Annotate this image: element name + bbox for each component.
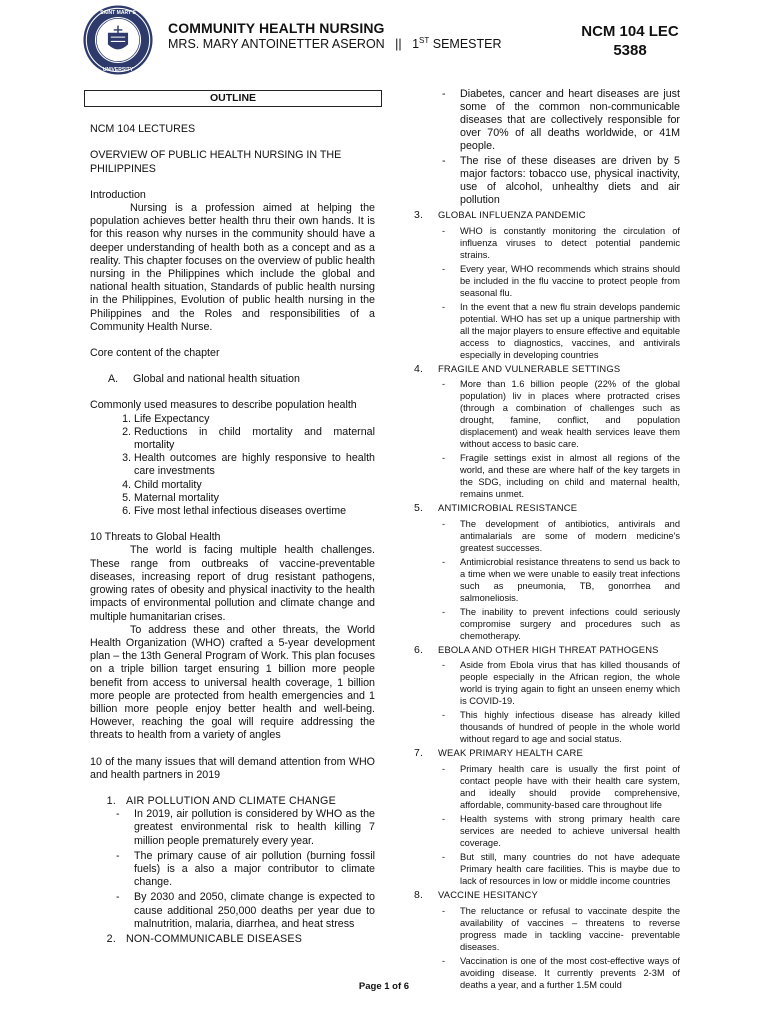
lectures-label: NCM 104 LECTURES	[90, 123, 196, 136]
list-item: - The primary cause of air pollution (burning fossil fuels) is a also a major contributor to climate change.	[134, 850, 375, 890]
measures-list	[90, 413, 375, 519]
section-8-list	[414, 905, 680, 991]
course-code: NCM 104 LEC	[581, 23, 679, 40]
list-item: 6. Five most lethal infectious diseases overtime	[134, 505, 375, 518]
core-content-label: Core content of the chapter	[90, 347, 220, 360]
section-number: 5.	[414, 502, 424, 515]
section-title: EBOLA AND OTHER HIGH THREAT PATHOGENS	[438, 643, 659, 655]
section-6-list	[414, 659, 680, 745]
semester-suffix: ST	[419, 36, 430, 45]
section-1-list	[90, 808, 375, 931]
list-item: - The inability to prevent infections could seriously compromise surgery and procedures such as chemotherapy.	[460, 606, 680, 642]
list-item: 3. Health outcomes are highly responsive to health care investments	[134, 452, 375, 478]
list-item: - Diabetes, cancer and heart diseases are just some of the common non-communicable diseases that are collectively responsible for over 70% of all deaths worldwide, or 41M people.	[460, 88, 680, 153]
course-number: 5388	[613, 42, 647, 59]
list-item: - This highly infectious disease has already killed thousands of hundred of people in the whole world without regard to age and social status.	[460, 709, 680, 745]
semester-word: SEMESTER	[432, 37, 502, 52]
list-item: - Antimicrobial resistance threatens to send us back to a time when we were unable to easily treat infections such as pneumonia, TB, gonorrhea and salmoneliosis.	[460, 556, 680, 604]
list-item: 4. Child mortality	[134, 479, 375, 492]
section-3-heading	[414, 209, 680, 222]
right-column	[414, 88, 680, 993]
section-4-list	[414, 378, 680, 500]
list-item: - The rise of these diseases are driven by 5 major factors: tobacco use, physical inactivity, use of alcohol, unhealthy diets and air pollution	[460, 155, 680, 207]
course-code-block	[560, 22, 700, 60]
threats-paragraph-1: The world is facing multiple health challenges. These range from outbreaks of vaccine-preventable diseases, increasing report of drug resistant pathogens, growing rates of obesity and physical inactivity to the health impacts of environmental pollution and climate change and multiple humanitarian crises.	[90, 544, 375, 623]
section-title: GLOBAL INFLUENZA PANDEMIC	[438, 209, 586, 220]
list-item: - The development of antibiotics, antivirals and antimalarials are some of modern medicine's greatest successes.	[460, 518, 680, 554]
introduction-paragraph: Nursing is a profession aimed at helping the population achieves better health thru their own hands. It is for this reason why nurses in the community should have a deeper understanding of health both as a concept and as a reality. This chapter focuses on the overview of public health nursing in the Philippines which include the global and national health situation, Standards of public health nursing in the Philippines, Evolution of public health nursing in the Philippines and the Roles and responsibilities of a Community Health Nurse.	[90, 202, 375, 333]
left-column	[90, 90, 375, 946]
list-item: - The reluctance or refusal to vaccinate despite the availability of vaccines – threatens to reverse progress made in tackling vaccine- preventable diseases.	[460, 905, 680, 953]
list-item: - Fragile settings exist in almost all regions of the world, and these are where half of the key targets in the SDG, including on child and maternal health, remains unmet.	[460, 452, 680, 500]
ncd-list	[414, 88, 680, 207]
section-7-heading	[414, 747, 680, 760]
list-item: 1. Life Expectancy	[134, 413, 375, 426]
list-item: 5. Maternal mortality	[134, 492, 375, 505]
overview-title: OVERVIEW OF PUBLIC HEALTH NURSING IN THE PHILIPPINES	[90, 149, 342, 175]
outline-heading: OUTLINE	[84, 90, 382, 107]
university-seal-logo	[82, 4, 154, 76]
section-title: FRAGILE AND VULNERABLE SETTINGS	[438, 362, 621, 374]
instructor-line	[168, 36, 502, 51]
svg-text:UNIVERSITY: UNIVERSITY	[102, 66, 134, 73]
list-item: - In the event that a new flu strain develops pandemic potential. WHO has set up a unique partnership with all the major players to ensure effective and equitable access to diagnostics, vaccines, and antivirals especially in developing countries	[460, 301, 680, 361]
section-5-list	[414, 518, 680, 642]
section-number: 6.	[414, 643, 424, 656]
instructor-name: MRS. MARY ANTOINETTER ASERON	[168, 37, 385, 52]
section-7-list	[414, 763, 680, 887]
list-item: - In 2019, air pollution is considered by WHO as the greatest environmental risk to health killing 7 million people prematurely every year.	[134, 808, 375, 848]
core-content-item: A. Global and national health situation	[108, 373, 300, 386]
section-title: NON-COMMUNICABLE DISEASES	[126, 932, 303, 945]
section-number: 4.	[414, 362, 424, 375]
list-item: - Vaccination is one of the most cost-effective ways of avoiding disease. It currently prevents 2-3M of deaths a year, and a further 1.5M could	[460, 955, 680, 991]
list-item: - But still, many countries do not have adequate Primary health care facilities. This is maybe due to lack of resources in low or middle income countries	[460, 851, 680, 887]
threats-heading: 10 Threats to Global Health	[90, 531, 221, 544]
measures-heading: Commonly used measures to describe population health	[90, 399, 357, 412]
threats-paragraph-2: To address these and other threats, the World Health Organization (WHO) crafted a 5-year development plan – the 13th General Program of Work. This plan focuses on a triple billion target ensuring 1 billion more people benefit from access to universal health coverage, 1 billion more people are protected from health emergencies and 1 billion more people enjoy better health and well-being. However, reaching the goal will require addressing the threats to health from a variety of angles	[90, 623, 375, 742]
section-3-list	[414, 225, 680, 361]
section-number: 2.	[106, 932, 116, 945]
list-item: - Health systems with strong primary health care services are needed to achieve universal health coverage.	[460, 813, 680, 849]
section-number: 8.	[414, 888, 424, 901]
page-number: Page 1 of 6	[358, 981, 410, 992]
section-title: VACCINE HESITANCY	[438, 888, 538, 900]
section-number: 3.	[414, 209, 424, 221]
introduction-heading: Introduction	[90, 188, 146, 201]
separator: ||	[395, 37, 402, 52]
course-title: COMMUNITY HEALTH NURSING	[168, 20, 385, 36]
section-title: WEAK PRIMARY HEALTH CARE	[438, 747, 583, 759]
issues-paragraph: 10 of the many issues that will demand attention from WHO and health partners in 2019	[90, 755, 375, 781]
section-number: 7.	[414, 747, 424, 760]
section-title: AIR POLLUTION AND CLIMATE CHANGE	[126, 794, 336, 807]
list-item: - By 2030 and 2050, climate change is expected to cause additional 250,000 deaths per year due to malnutrition, malaria, diarrhea, and heat stress	[134, 891, 375, 931]
list-item: - WHO is constantly monitoring the circulation of influenza viruses to detect potential pandemic strains.	[460, 225, 680, 261]
list-item: - More than 1.6 billion people (22% of the global population) liv in places where protracted crises (through a combination of challenges such as drought, famine, conflict, and population displacement) and weak health services leave them without access to basic care.	[460, 378, 680, 450]
svg-text:SAINT MARY'S: SAINT MARY'S	[100, 10, 136, 17]
list-item: - Primary health care is usually the first point of contact people have with their health care system, and ideally should provide comprehensive, affordable, community-based care throughout life	[460, 763, 680, 811]
section-number: 1.	[106, 794, 116, 807]
section-8-heading	[414, 889, 680, 902]
section-6-heading	[414, 644, 680, 657]
section-4-heading	[414, 363, 680, 376]
section-title: ANTIMICROBIAL RESISTANCE	[438, 502, 578, 514]
list-item: - Every year, WHO recommends which strains should be included in the flu vaccine to protect people from seasonal flu.	[460, 263, 680, 299]
list-item: - Aside from Ebola virus that has killed thousands of people especially in the African region, the whole world is trying again to fight an unseen enemy which is COVID-19.	[460, 659, 680, 707]
section-5-heading	[414, 502, 680, 515]
semester-number: 1	[412, 37, 420, 52]
section-2-heading	[90, 933, 375, 946]
section-1-heading	[90, 795, 375, 808]
list-item: 2. Reductions in child mortality and maternal mortality	[134, 426, 375, 452]
